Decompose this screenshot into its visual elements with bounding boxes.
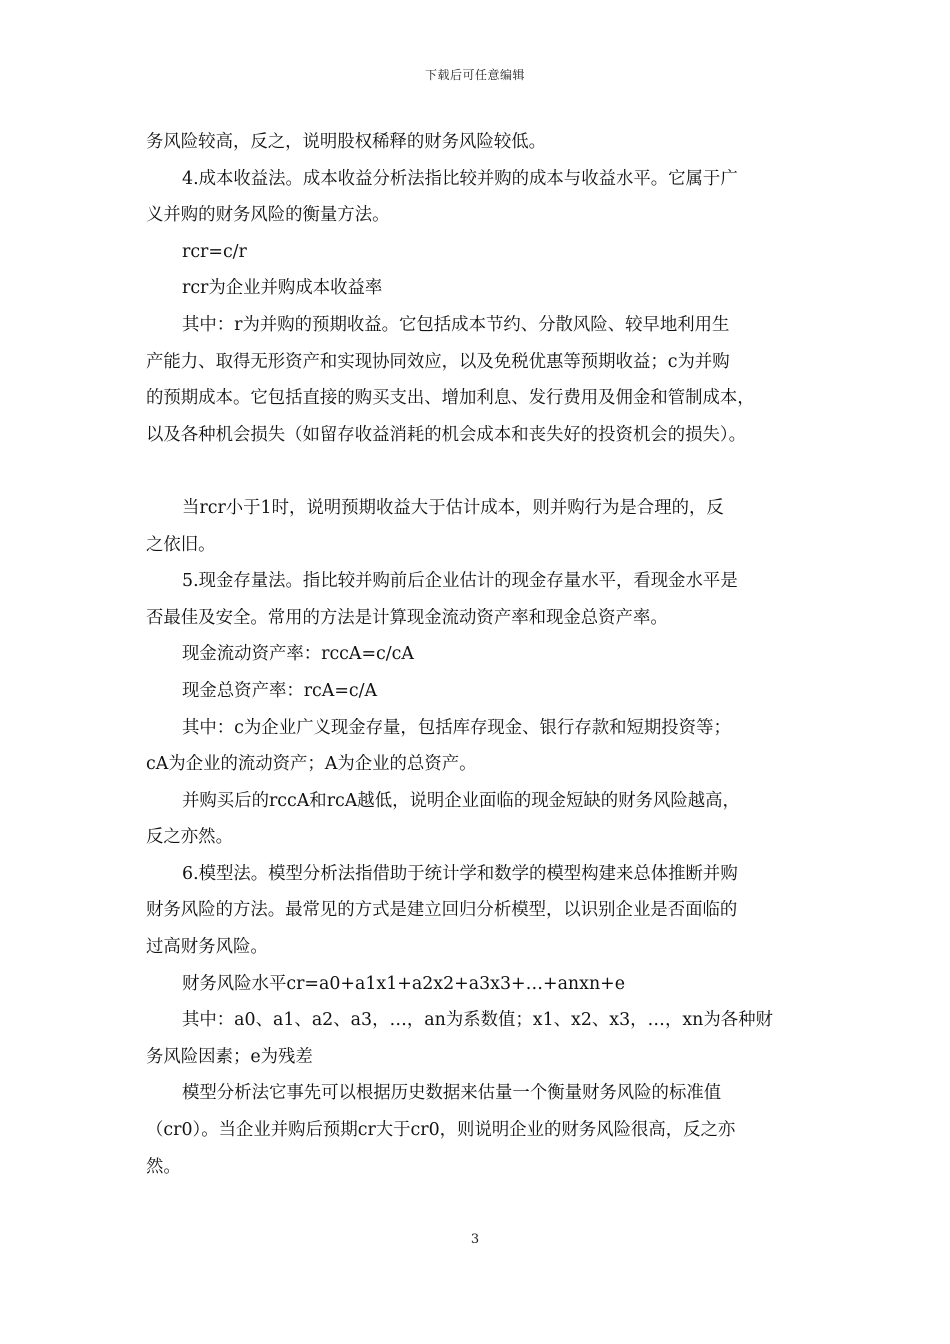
formula-line: 财务风险水平cr=a0+a1x1+a2x2+a3x3+…+anxn+e xyxy=(182,973,626,994)
section-heading-line: 4.成本收益法。成本收益分析法指比较并购的成本与收益水平。它属于广 xyxy=(182,168,738,189)
paragraph-line: （cr0）。当企业并购后预期cr大于cr0，则说明企业的财务风险很高，反之亦 xyxy=(146,1120,736,1141)
paragraph-line: cA为企业的流动资产；A为企业的总资产。 xyxy=(146,754,477,775)
formula-line: rcr=c/r xyxy=(182,241,247,262)
section-heading-line: 5.现金存量法。指比较并购前后企业估计的现金存量水平，看现金水平是 xyxy=(182,571,738,592)
paragraph-line: 产能力、取得无形资产和实现协同效应，以及免税优惠等预期收益；c为并购 xyxy=(146,351,730,372)
blank-line xyxy=(146,453,811,490)
page-number: 3 xyxy=(470,1232,480,1247)
paragraph-line: 模型分析法它事先可以根据历史数据来估量一个衡量财务风险的标准值 xyxy=(182,1083,722,1104)
paragraph-line: 并购买后的rccA和rcA越低，说明企业面临的现金短缺的财务风险越高， xyxy=(182,790,740,811)
paragraph-line: 以及各种机会损失（如留存收益消耗的机会成本和丧失好的投资机会的损失）。 xyxy=(146,424,746,445)
section-heading-line: 6.模型法。模型分析法指借助于统计学和数学的模型构建来总体推断并购 xyxy=(182,863,738,884)
paragraph-line: rcr为企业并购成本收益率 xyxy=(182,278,383,299)
paragraph-line: 之依旧。 xyxy=(146,534,216,555)
paragraph-line: 务风险较高，反之，说明股权稀释的财务风险较低。 xyxy=(146,132,546,152)
document-body xyxy=(146,124,811,1185)
paragraph-line: 过高财务风险。 xyxy=(146,937,268,958)
paragraph-line: 否最佳及安全。常用的方法是计算现金流动资产率和现金总资产率。 xyxy=(146,607,668,628)
paragraph-line: 反之亦然。 xyxy=(146,827,233,848)
paragraph-line: 其中：r为并购的预期收益。它包括成本节约、分散风险、较早地利用生 xyxy=(182,314,730,335)
paragraph-line: 财务风险的方法。最常见的方式是建立回归分析模型，以识别企业是否面临的 xyxy=(146,900,738,921)
paragraph-line: 义并购的财务风险的衡量方法。 xyxy=(146,205,390,226)
page-header: 下载后可任意编辑 xyxy=(424,68,525,82)
paragraph-line: 务风险因素；e为残差 xyxy=(146,1046,313,1067)
formula-line: 现金总资产率：rcA=c/A xyxy=(182,680,378,701)
paragraph-line: 然。 xyxy=(146,1156,181,1177)
paragraph-line: 其中：a0、a1、a2、a3，…，an为系数值；x1、x2、x3，…，xn为各种财 xyxy=(182,1010,773,1031)
paragraph-line: 的预期成本。它包括直接的购买支出、增加利息、发行费用及佣金和管制成本， xyxy=(146,388,755,409)
formula-line: 现金流动资产率：rccA=c/cA xyxy=(182,644,414,665)
paragraph-line: 其中：c为企业广义现金存量，包括库存现金、银行存款和短期投资等； xyxy=(182,717,731,738)
paragraph-line: 当rcr小于1时，说明预期收益大于估计成本，则并购行为是合理的，反 xyxy=(182,497,724,518)
